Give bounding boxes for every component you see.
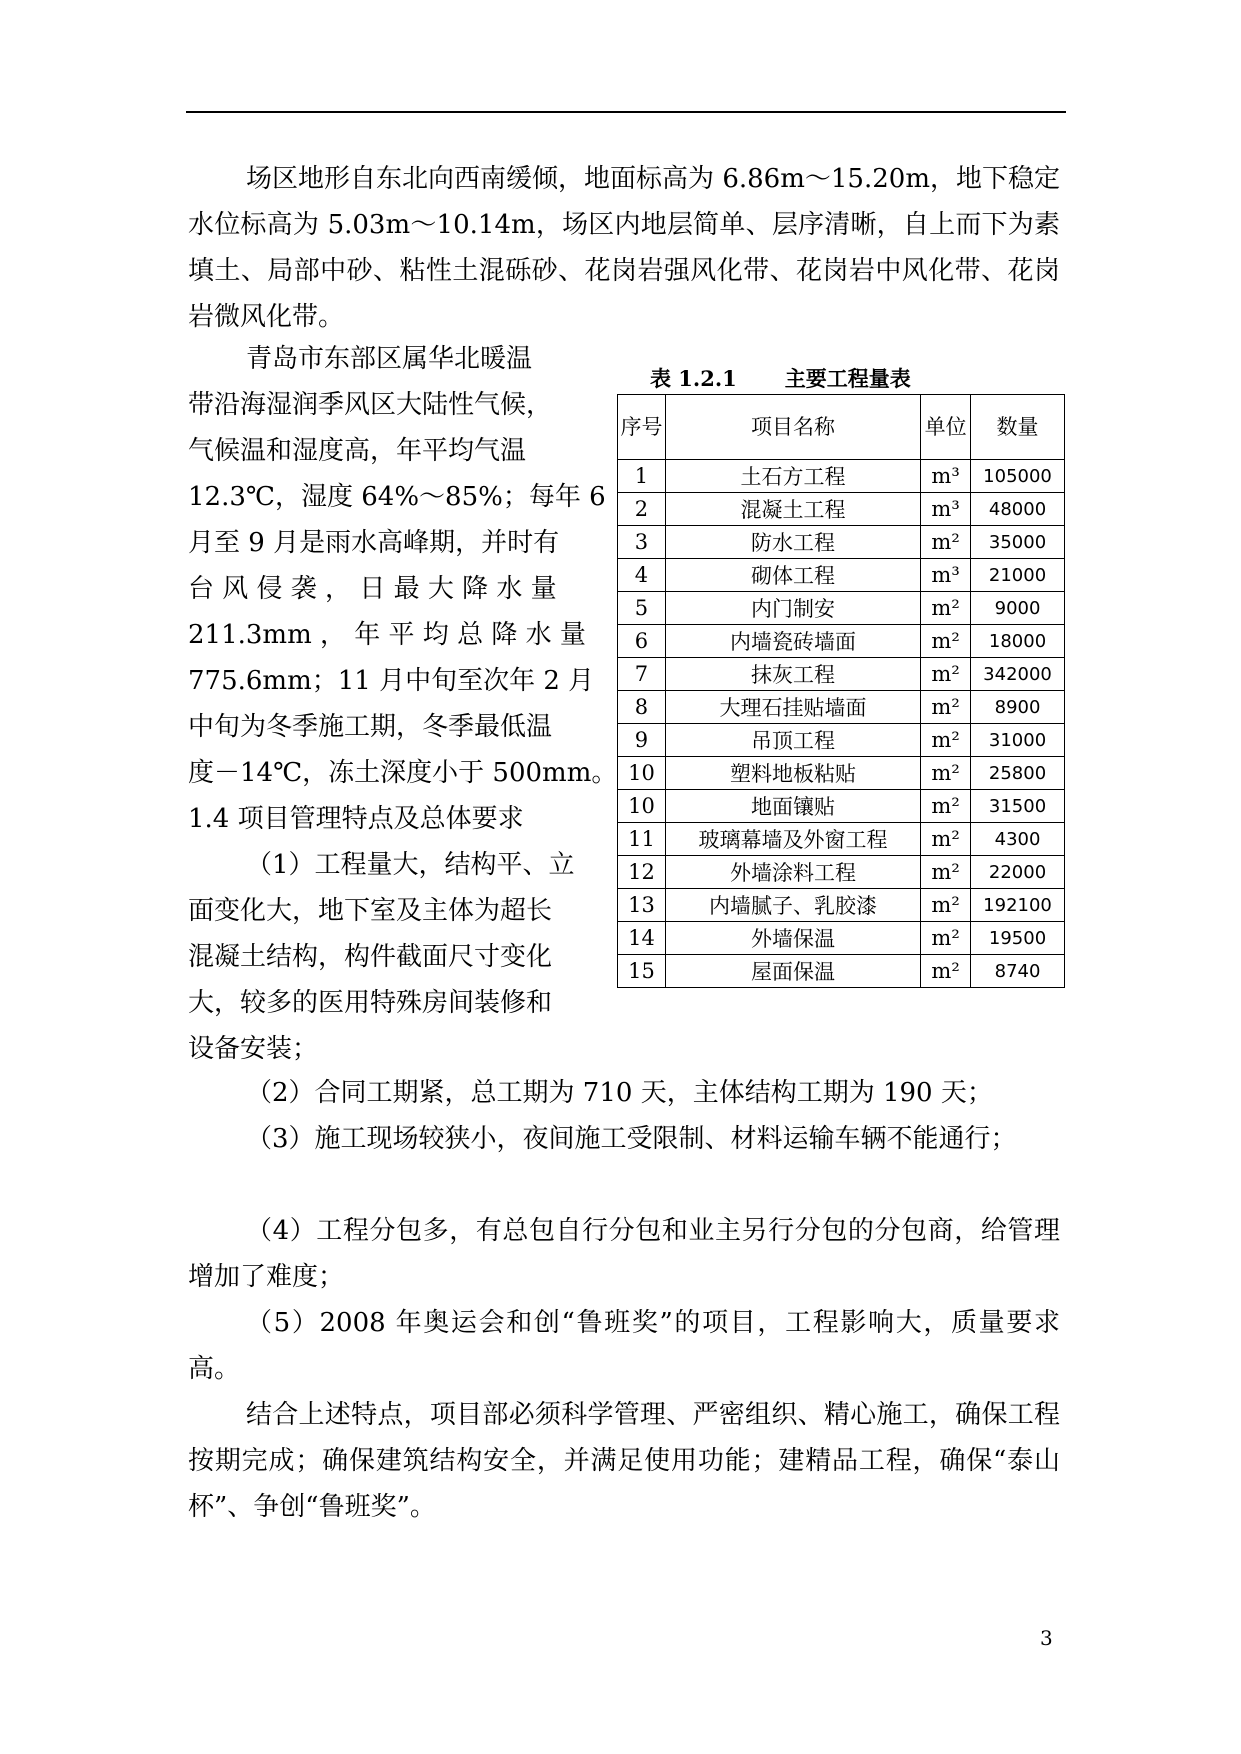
cell-qty: 19500 — [971, 922, 1065, 955]
cell-seq: 15 — [618, 955, 666, 988]
cell-seq: 8 — [618, 691, 666, 724]
item-5: （5）2008 年奥运会和创“鲁班奖”的项目，工程影响大，质量要求高。 — [188, 1308, 1060, 1384]
terrain-paragraph: 场区地形自东北向西南缓倾，地面标高为 6.86m～15.20m，地下稳定水位标高为 5.03m～10.14m，场区内地层简单、层序清晰，自上而下为素填土、局部中砂、粘性土混砾砂、花岗岩强风化带、花岗岩中风化带、花岗岩微风化带。 — [188, 164, 1060, 332]
header-qty: 数量 — [971, 395, 1065, 460]
cell-unit: m² — [921, 889, 971, 922]
table-row — [618, 922, 1065, 955]
climate-line: 月至 9 月是雨水高峰期，并时有 — [188, 528, 560, 558]
climate-line: 211.3mm ， 年 平 均 总 降 水 量 — [188, 620, 586, 650]
climate-line: 12.3℃，湿度 64%～85%；每年 6 — [188, 482, 606, 512]
cell-qty: 21000 — [971, 559, 1065, 592]
table-row — [618, 724, 1065, 757]
conclusion-paragraph: 结合上述特点，项目部必须科学管理、严密组织、精心施工，确保工程按期完成；确保建筑结构安全，并满足使用功能；建精品工程，确保“泰山杯”、争创“鲁班奖”。 — [188, 1400, 1060, 1522]
section-heading: 1.4 项目管理特点及总体要求 — [188, 804, 524, 834]
table-number: 表 1.2.1 — [650, 366, 737, 391]
table-caption — [650, 363, 911, 393]
header-name: 项目名称 — [665, 395, 920, 460]
cell-unit: m² — [921, 856, 971, 889]
table-row — [618, 889, 1065, 922]
cell-seq: 13 — [618, 889, 666, 922]
cell-seq: 1 — [618, 460, 666, 493]
cell-unit: m² — [921, 658, 971, 691]
cell-unit: m² — [921, 526, 971, 559]
cell-qty: 105000 — [971, 460, 1065, 493]
table-header-row — [618, 395, 1065, 460]
table-row — [618, 790, 1065, 823]
quantity-table — [617, 394, 1065, 988]
cell-qty: 8740 — [971, 955, 1065, 988]
cell-seq: 10 — [618, 790, 666, 823]
item-1-line: 混凝土结构，构件截面尺寸变化 — [188, 942, 553, 972]
table-row — [618, 955, 1065, 988]
cell-name: 大理石挂贴墙面 — [665, 691, 920, 724]
cell-seq: 10 — [618, 757, 666, 790]
climate-paragraph — [188, 336, 617, 1072]
cell-name: 内墙瓷砖墙面 — [665, 625, 920, 658]
cell-seq: 5 — [618, 592, 666, 625]
item-1-line: （1）工程量大，结构平、立 — [246, 850, 575, 880]
cell-name: 外墙保温 — [665, 922, 920, 955]
table-row — [618, 691, 1065, 724]
cell-unit: m² — [921, 955, 971, 988]
item-1-line: 面变化大，地下室及主体为超长 — [188, 896, 553, 926]
cell-qty: 192100 — [971, 889, 1065, 922]
item-1-line: 设备安装； — [188, 1034, 319, 1064]
cell-unit: m² — [921, 592, 971, 625]
cell-name: 混凝土工程 — [665, 493, 920, 526]
table-row — [618, 493, 1065, 526]
climate-line: 台 风 侵 袭 ， 日 最 大 降 水 量 — [188, 574, 557, 604]
cell-unit: m³ — [921, 559, 971, 592]
table-row — [618, 559, 1065, 592]
cell-qty: 25800 — [971, 757, 1065, 790]
climate-line: 气候温和湿度高，年平均气温 — [188, 436, 527, 466]
cell-seq: 14 — [618, 922, 666, 955]
cell-qty: 18000 — [971, 625, 1065, 658]
table-row — [618, 625, 1065, 658]
climate-line: 带沿海湿润季风区大陆性气候， — [188, 390, 553, 420]
climate-line: 中旬为冬季施工期，冬季最低温 — [188, 712, 553, 742]
cell-unit: m³ — [921, 460, 971, 493]
cell-seq: 11 — [618, 823, 666, 856]
cell-qty: 342000 — [971, 658, 1065, 691]
cell-seq: 6 — [618, 625, 666, 658]
cell-name: 玻璃幕墙及外窗工程 — [665, 823, 920, 856]
cell-unit: m³ — [921, 493, 971, 526]
cell-seq: 4 — [618, 559, 666, 592]
cell-unit: m² — [921, 691, 971, 724]
cell-name: 防水工程 — [665, 526, 920, 559]
cell-name: 抹灰工程 — [665, 658, 920, 691]
cell-unit: m² — [921, 724, 971, 757]
table-row — [618, 658, 1065, 691]
cell-qty: 35000 — [971, 526, 1065, 559]
item-2: （2）合同工期紧，总工期为 710 天，主体结构工期为 190 天； — [246, 1078, 993, 1108]
climate-line: 度－14℃，冻土深度小于 500mm。 — [188, 758, 618, 788]
cell-qty: 22000 — [971, 856, 1065, 889]
cell-unit: m² — [921, 757, 971, 790]
table-row — [618, 823, 1065, 856]
item-4: （4）工程分包多，有总包自行分包和业主另行分包的分包商，给管理增加了难度； — [188, 1216, 1060, 1292]
cell-name: 屋面保温 — [665, 955, 920, 988]
table-row — [618, 592, 1065, 625]
cell-name: 土石方工程 — [665, 460, 920, 493]
cell-seq: 3 — [618, 526, 666, 559]
cell-unit: m² — [921, 625, 971, 658]
cell-name: 地面镶贴 — [665, 790, 920, 823]
cell-name: 吊顶工程 — [665, 724, 920, 757]
header-unit: 单位 — [921, 395, 971, 460]
table-row — [618, 856, 1065, 889]
header-rule — [186, 111, 1066, 113]
cell-qty: 48000 — [971, 493, 1065, 526]
cell-seq: 12 — [618, 856, 666, 889]
cell-name: 内墙腻子、乳胶漆 — [665, 889, 920, 922]
page-number: 3 — [1040, 1626, 1053, 1650]
table-row — [618, 757, 1065, 790]
cell-name: 塑料地板粘贴 — [665, 757, 920, 790]
cell-name: 外墙涂料工程 — [665, 856, 920, 889]
climate-line: 775.6mm；11 月中旬至次年 2 月 — [188, 666, 595, 696]
item-1-line: 大，较多的医用特殊房间装修和 — [188, 988, 553, 1018]
cell-qty: 31000 — [971, 724, 1065, 757]
header-seq: 序号 — [618, 395, 666, 460]
climate-line: 青岛市东部区属华北暖温 — [246, 344, 533, 374]
cell-seq: 2 — [618, 493, 666, 526]
table-body — [618, 460, 1065, 988]
cell-qty: 4300 — [971, 823, 1065, 856]
cell-seq: 9 — [618, 724, 666, 757]
cell-name: 内门制安 — [665, 592, 920, 625]
cell-qty: 8900 — [971, 691, 1065, 724]
item-3: （3）施工现场较狭小，夜间施工受限制、材料运输车辆不能通行； — [246, 1124, 1017, 1154]
cell-unit: m² — [921, 922, 971, 955]
cell-seq: 7 — [618, 658, 666, 691]
cell-qty: 31500 — [971, 790, 1065, 823]
cell-unit: m² — [921, 790, 971, 823]
cell-unit: m² — [921, 823, 971, 856]
cell-name: 砌体工程 — [665, 559, 920, 592]
cell-qty: 9000 — [971, 592, 1065, 625]
table-row — [618, 460, 1065, 493]
table-title: 主要工程量表 — [784, 366, 911, 391]
table-row — [618, 526, 1065, 559]
